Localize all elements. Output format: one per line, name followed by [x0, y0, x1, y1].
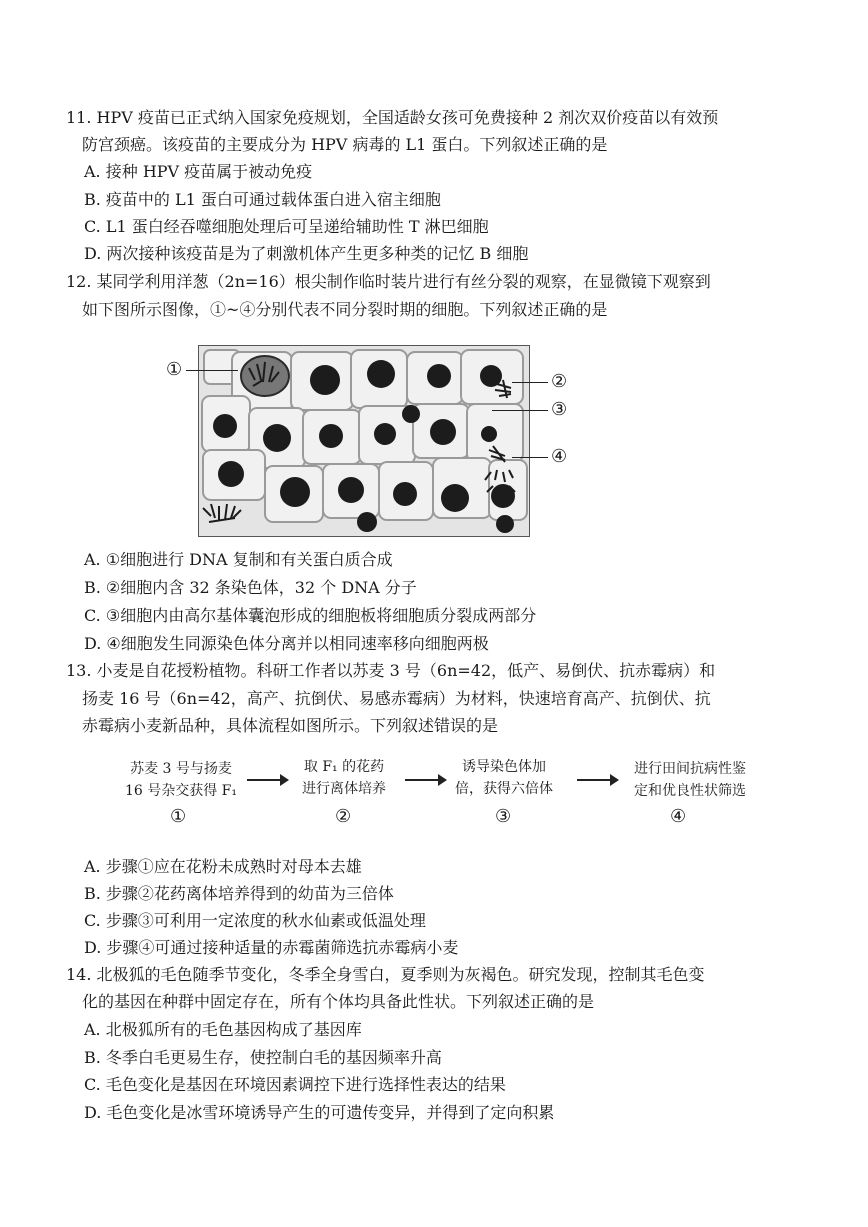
q11-stem-line2: 防宫颈癌。该疫苗的主要成分为 HPV 病毒的 L1 蛋白。下列叙述正确的是 — [82, 135, 608, 154]
flow-step-4-line1: 进行田间抗病性鉴 — [634, 761, 746, 777]
flow-num-2: ② — [335, 806, 352, 827]
q13-stem-line2: 扬麦 16 号（6n=42，高产、抗倒伏、易感赤霉病）为材料，快速培育高产、抗倒伏、抗 — [82, 689, 711, 708]
flow-step-1-line1: 苏麦 3 号与扬麦 — [130, 761, 232, 777]
flow-step-1 — [118, 758, 244, 802]
q14-option-c: C. 毛色变化是基因在环境因素调控下进行选择性表达的结果 — [84, 1075, 506, 1094]
flow-step-3 — [448, 756, 560, 800]
q12-option-a: A. ①细胞进行 DNA 复制和有关蛋白质合成 — [84, 550, 393, 569]
q14-option-b: B. 冬季白毛更易生存，使控制白毛的基因频率升高 — [84, 1048, 442, 1067]
q14-stem-line2: 化的基因在种群中固定存在，所有个体均具备此性状。下列叙述正确的是 — [82, 992, 595, 1011]
q13-option-c: C. 步骤③可利用一定浓度的秋水仙素或低温处理 — [84, 911, 426, 930]
q11-option-b: B. 疫苗中的 L1 蛋白可通过载体蛋白进入宿主细胞 — [84, 190, 441, 209]
q12-option-c: C. ③细胞内由高尔基体囊泡形成的细胞板将细胞质分裂成两部分 — [84, 606, 537, 625]
q11-option-d: D. 两次接种该疫苗是为了刺激机体产生更多种类的记忆 B 细胞 — [84, 244, 529, 263]
flow-num-3: ③ — [495, 806, 512, 827]
flow-step-4 — [620, 758, 760, 802]
q14-option-d: D. 毛色变化是冰雪环境诱导产生的可遗传变异，并得到了定向积累 — [84, 1103, 555, 1122]
flow-num-1: ① — [170, 806, 187, 827]
flow-step-3-line2: 倍，获得六倍体 — [455, 781, 553, 797]
q14-stem-line1: 14. 北极狐的毛色随季节变化，冬季全身雪白，夏季则为灰褐色。研究发现，控制其毛色变 — [66, 965, 705, 984]
flow-step-1-line2: 16 号杂交获得 F₁ — [124, 783, 238, 799]
q12-option-d: D. ④细胞发生同源染色体分离并以相同速率移向细胞两极 — [84, 634, 489, 653]
flow-step-3-line1: 诱导染色体加 — [462, 759, 546, 775]
flow-step-2-line1: 取 F₁ 的花药 — [303, 759, 385, 775]
q13-option-b: B. 步骤②花药离体培养得到的幼苗为三倍体 — [84, 884, 394, 903]
label-leader-4 — [512, 457, 548, 458]
q12-stem-line2: 如下图所示图像，①~④分别代表不同分裂时期的细胞。下列叙述正确的是 — [82, 300, 608, 319]
figure-label-3: ③ — [551, 399, 568, 420]
label-leader-3 — [492, 410, 548, 411]
q13-stem-line1: 13. 小麦是自花授粉植物。科研工作者以苏麦 3 号（6n=42，低产、易倒伏、抗赤霉病）和 — [66, 661, 716, 680]
q13-option-d: D. 步骤④可通过接种适量的赤霉菌筛选抗赤霉病小麦 — [84, 938, 459, 957]
q13-stem-line3: 赤霉病小麦新品种，具体流程如图所示。下列叙述错误的是 — [82, 716, 499, 735]
q11-stem-line1: 11. HPV 疫苗已正式纳入国家免疫规划，全国适龄女孩可免费接种 2 剂次双价疫苗以有效预 — [66, 108, 719, 127]
q12-stem-line1: 12. 某同学利用洋葱（2n=16）根尖制作临时装片进行有丝分裂的观察，在显微镜下观察到 — [66, 272, 711, 291]
q11-option-c: C. L1 蛋白经吞噬细胞处理后可呈递给辅助性 T 淋巴细胞 — [84, 217, 489, 236]
flow-step-2 — [288, 756, 400, 800]
flow-num-4: ④ — [670, 806, 687, 827]
micrograph-image — [198, 345, 530, 537]
flow-arrow-3 — [577, 779, 617, 781]
q12-option-b: B. ②细胞内含 32 条染色体，32 个 DNA 分子 — [84, 578, 417, 597]
label-leader-2 — [512, 382, 548, 383]
figure-label-1: ① — [166, 359, 183, 380]
flow-step-2-line2: 进行离体培养 — [302, 781, 386, 797]
figure-label-4: ④ — [551, 446, 568, 467]
flow-step-4-line2: 定和优良性状筛选 — [634, 783, 746, 799]
q13-option-a: A. 步骤①应在花粉未成熟时对母本去雄 — [84, 857, 362, 876]
micrograph-cells — [199, 346, 529, 536]
flow-arrow-2 — [405, 779, 445, 781]
figure-label-2: ② — [551, 371, 568, 392]
q11-option-a: A. 接种 HPV 疫苗属于被动免疫 — [84, 162, 313, 181]
flow-arrow-1 — [247, 779, 287, 781]
label-leader-1 — [186, 370, 238, 371]
q14-option-a: A. 北极狐所有的毛色基因构成了基因库 — [84, 1020, 362, 1039]
